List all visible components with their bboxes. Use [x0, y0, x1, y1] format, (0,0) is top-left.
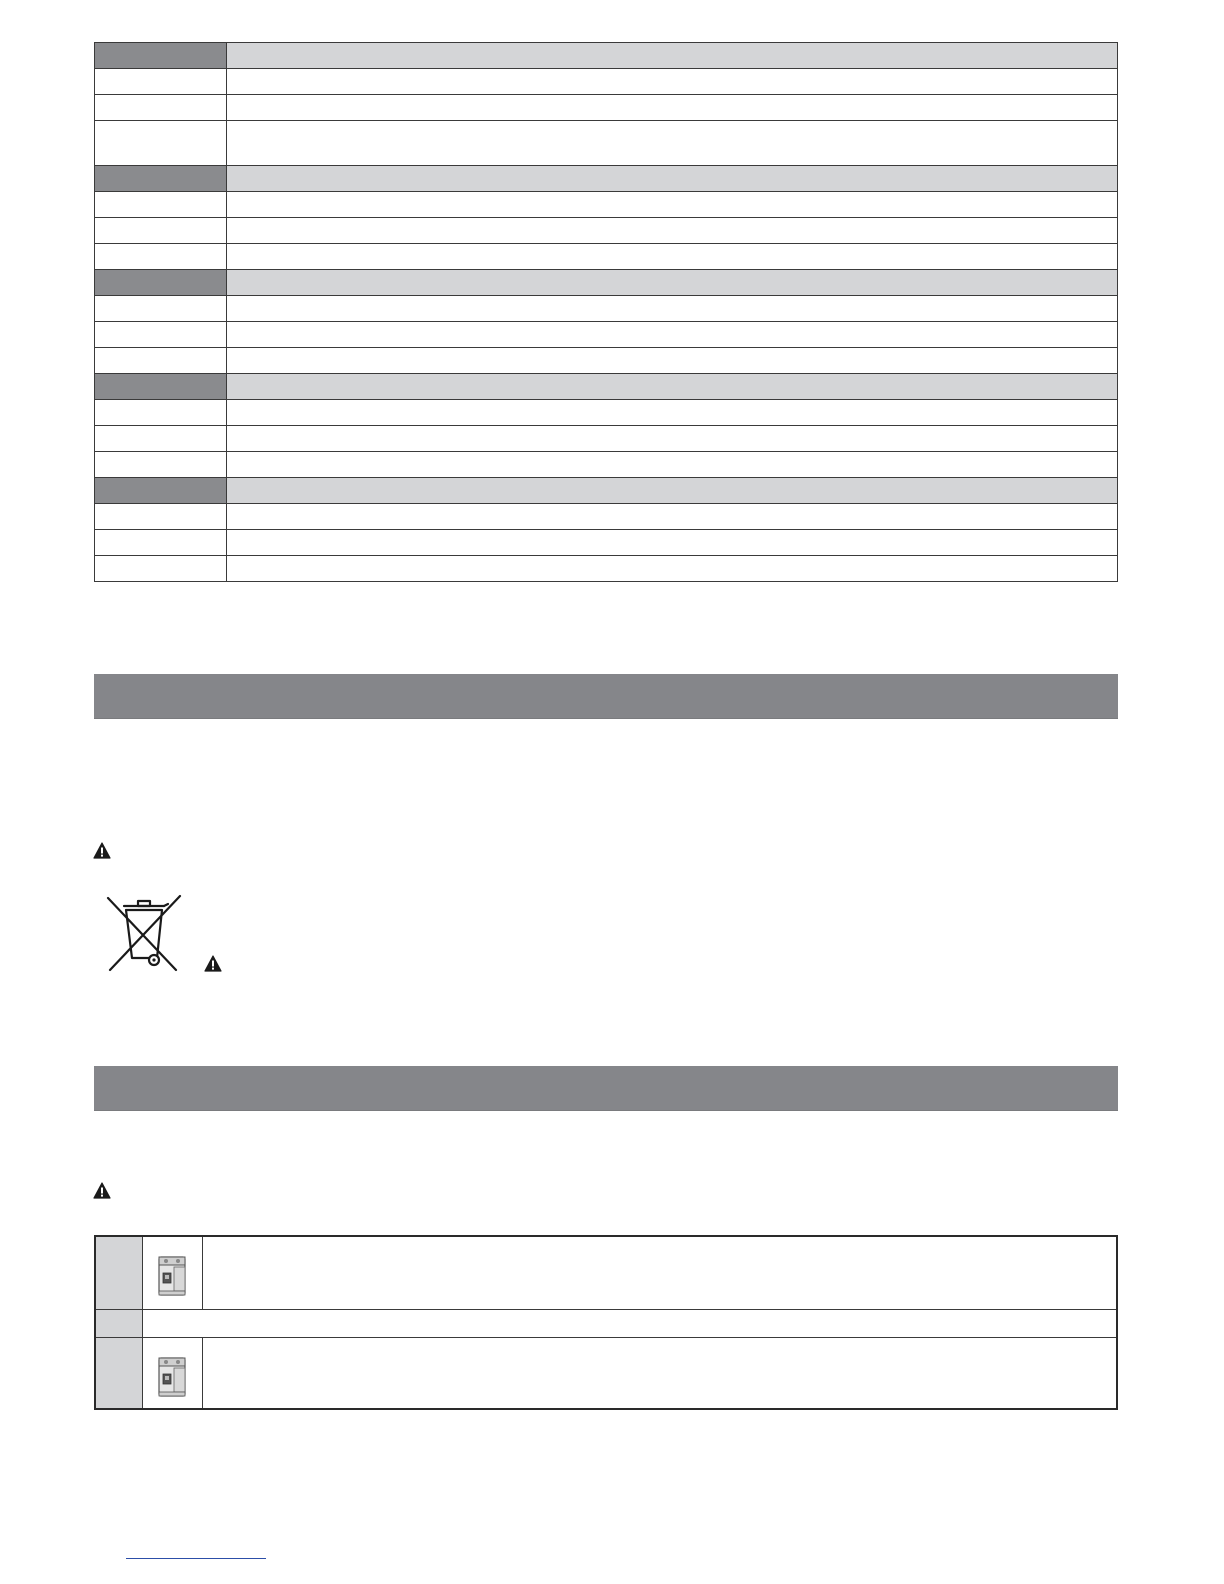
value-cell	[227, 426, 1118, 452]
key-cell	[95, 121, 227, 166]
section-header-bar	[94, 674, 1118, 719]
icon-cell	[142, 1338, 203, 1408]
value-cell	[227, 95, 1118, 121]
row-number-cell	[96, 1338, 143, 1408]
value-cell	[227, 530, 1118, 556]
section-value-cell	[227, 478, 1118, 504]
value-cell	[227, 192, 1118, 218]
warning-triangle-icon	[204, 955, 222, 972]
section-value-cell	[227, 166, 1118, 192]
section-value-cell	[227, 43, 1118, 69]
row-number-cell	[96, 1237, 143, 1309]
section-value-cell	[227, 270, 1118, 296]
circuit-breaker-table	[94, 1235, 1118, 1410]
value-cell	[227, 556, 1118, 582]
key-cell	[95, 452, 227, 478]
table-row	[95, 95, 1118, 121]
table-row	[95, 218, 1118, 244]
table-row	[95, 400, 1118, 426]
specification-table	[94, 42, 1118, 582]
crossed-out-wheelie-bin-icon	[104, 892, 184, 974]
section-key-cell	[95, 270, 227, 296]
value-cell	[227, 452, 1118, 478]
circuit-breaker-icon	[156, 1354, 188, 1400]
value-cell	[227, 121, 1118, 166]
table-row	[95, 322, 1118, 348]
key-cell	[95, 69, 227, 95]
section-value-cell	[227, 374, 1118, 400]
table-row	[96, 1310, 1116, 1338]
table-row	[96, 1338, 1116, 1408]
value-cell	[227, 218, 1118, 244]
key-cell	[95, 244, 227, 270]
icon-cell	[142, 1237, 203, 1309]
value-cell	[227, 244, 1118, 270]
row-number-cell	[96, 1310, 143, 1337]
key-cell	[95, 400, 227, 426]
table-row	[95, 348, 1118, 374]
section-header-bar	[94, 1066, 1118, 1111]
table-row	[95, 296, 1118, 322]
key-cell	[95, 530, 227, 556]
key-cell	[95, 322, 227, 348]
table-section-header	[95, 478, 1118, 504]
section-key-cell	[95, 478, 227, 504]
section-key-cell	[95, 43, 227, 69]
value-cell	[227, 400, 1118, 426]
footer-link-underline[interactable]	[126, 1558, 266, 1559]
value-cell	[227, 296, 1118, 322]
table-row	[95, 192, 1118, 218]
warning-triangle-icon	[93, 842, 111, 859]
key-cell	[95, 192, 227, 218]
key-cell	[95, 296, 227, 322]
table-row	[95, 426, 1118, 452]
table-row	[95, 121, 1118, 166]
circuit-breaker-icon	[156, 1253, 188, 1299]
table-row	[95, 244, 1118, 270]
key-cell	[95, 556, 227, 582]
table-row	[95, 452, 1118, 478]
value-cell	[227, 348, 1118, 374]
table-row	[95, 530, 1118, 556]
table-section-header	[95, 374, 1118, 400]
table-section-header	[95, 270, 1118, 296]
value-cell	[227, 69, 1118, 95]
value-cell	[227, 504, 1118, 530]
key-cell	[95, 426, 227, 452]
value-cell	[227, 322, 1118, 348]
table-row	[96, 1237, 1116, 1310]
key-cell	[95, 95, 227, 121]
table-row	[95, 69, 1118, 95]
table-section-header	[95, 43, 1118, 69]
section-key-cell	[95, 166, 227, 192]
key-cell	[95, 348, 227, 374]
key-cell	[95, 218, 227, 244]
table-row	[95, 504, 1118, 530]
table-row	[95, 556, 1118, 582]
table-section-header	[95, 166, 1118, 192]
section-key-cell	[95, 374, 227, 400]
key-cell	[95, 504, 227, 530]
warning-triangle-icon	[93, 1182, 111, 1199]
